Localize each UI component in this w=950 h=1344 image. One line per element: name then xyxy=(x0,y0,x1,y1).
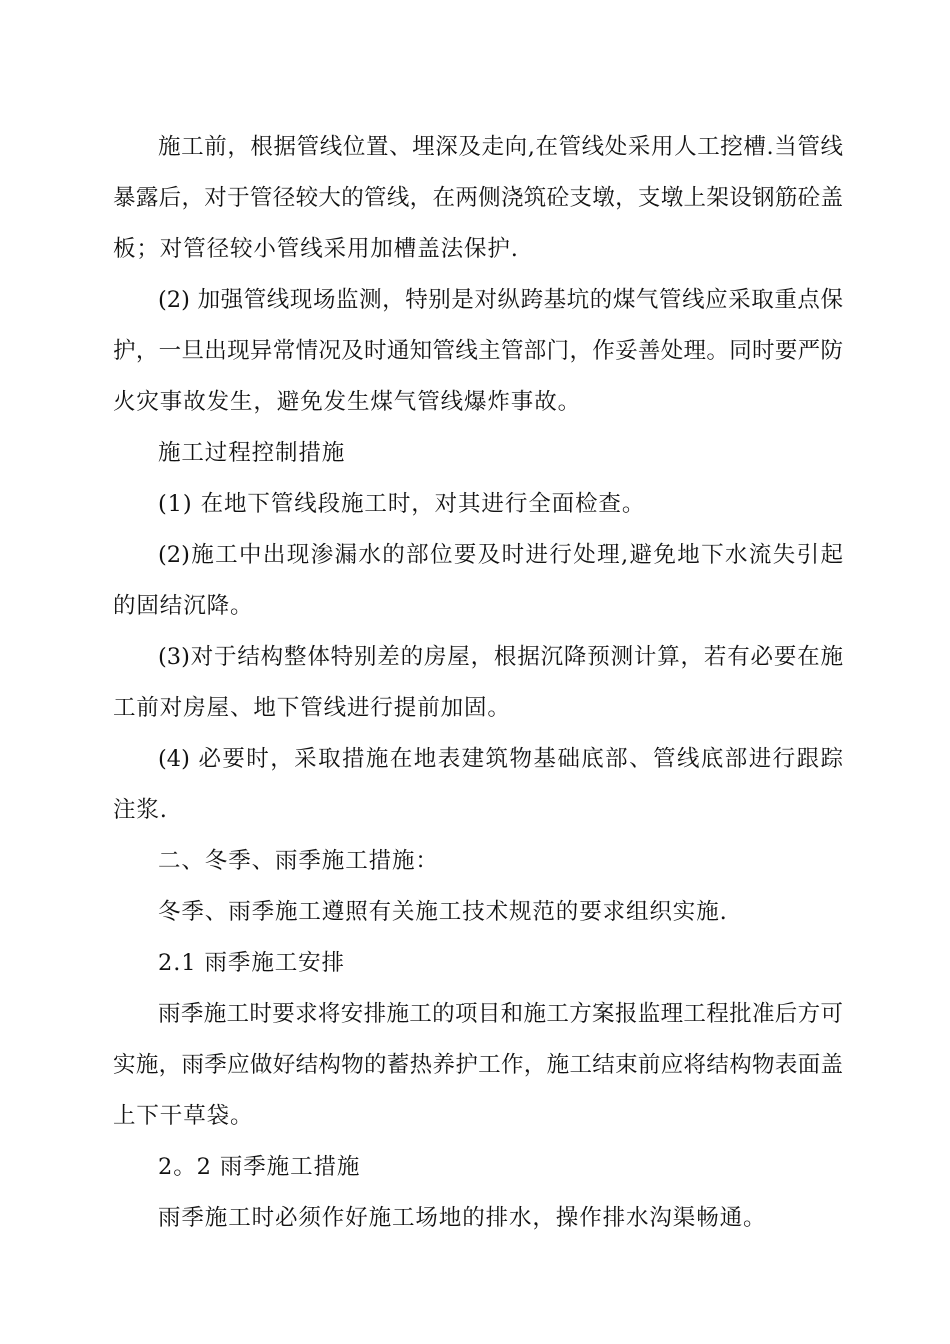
text-line: 暴露后，对于管径较大的管线，在两侧浇筑砼支墩，支墩上架设钢筋砼盖 xyxy=(113,185,843,211)
text-line: (2)施工中出现渗漏水的部位要及时进行处理,避免地下水流失引起 xyxy=(158,542,843,568)
section-heading: 二、冬季、雨季施工措施： xyxy=(158,848,439,874)
text-line: 护，一旦出现异常情况及时通知管线主管部门，作妥善处理。同时要严防 xyxy=(113,338,843,364)
text-line: 施工前，根据管线位置、埋深及走向,在管线处采用人工挖槽.当管线 xyxy=(158,134,843,160)
text-line: 雨季施工时要求将安排施工的项目和施工方案报监理工程批准后方可 xyxy=(158,1001,843,1027)
subsection-heading: 2。2 雨季施工措施 xyxy=(158,1154,361,1180)
text-line: 冬季、雨季施工遵照有关施工技术规范的要求组织实施. xyxy=(158,899,728,925)
text-line: 火灾事故发生，避免发生煤气管线爆炸事故。 xyxy=(113,389,582,415)
text-line: 注浆. xyxy=(113,797,168,823)
text-line: (2) 加强管线现场监测，特别是对纵跨基坑的煤气管线应采取重点保 xyxy=(158,287,843,313)
text-line: 板；对管径较小管线采用加槽盖法保护. xyxy=(113,236,519,262)
text-line: 工前对房屋、地下管线进行提前加固。 xyxy=(113,695,511,721)
text-line: 的固结沉降。 xyxy=(113,593,254,619)
text-line: 上下干草袋。 xyxy=(113,1103,254,1129)
text-line: (4) 必要时，采取措施在地表建筑物基础底部、管线底部进行跟踪 xyxy=(158,746,843,772)
text-line: (1) 在地下管线段施工时，对其进行全面检查。 xyxy=(158,491,646,517)
section-heading: 施工过程控制措施 xyxy=(158,440,346,466)
text-line: 实施，雨季应做好结构物的蓄热养护工作，施工结束前应将结构物表面盖 xyxy=(113,1052,843,1078)
text-line: (3)对于结构整体特别差的房屋，根据沉降预测计算，若有必要在施 xyxy=(158,644,843,670)
text-line: 雨季施工时必须作好施工场地的排水，操作排水沟渠畅通。 xyxy=(158,1205,767,1231)
subsection-heading: 2.1 雨季施工安排 xyxy=(158,950,345,976)
